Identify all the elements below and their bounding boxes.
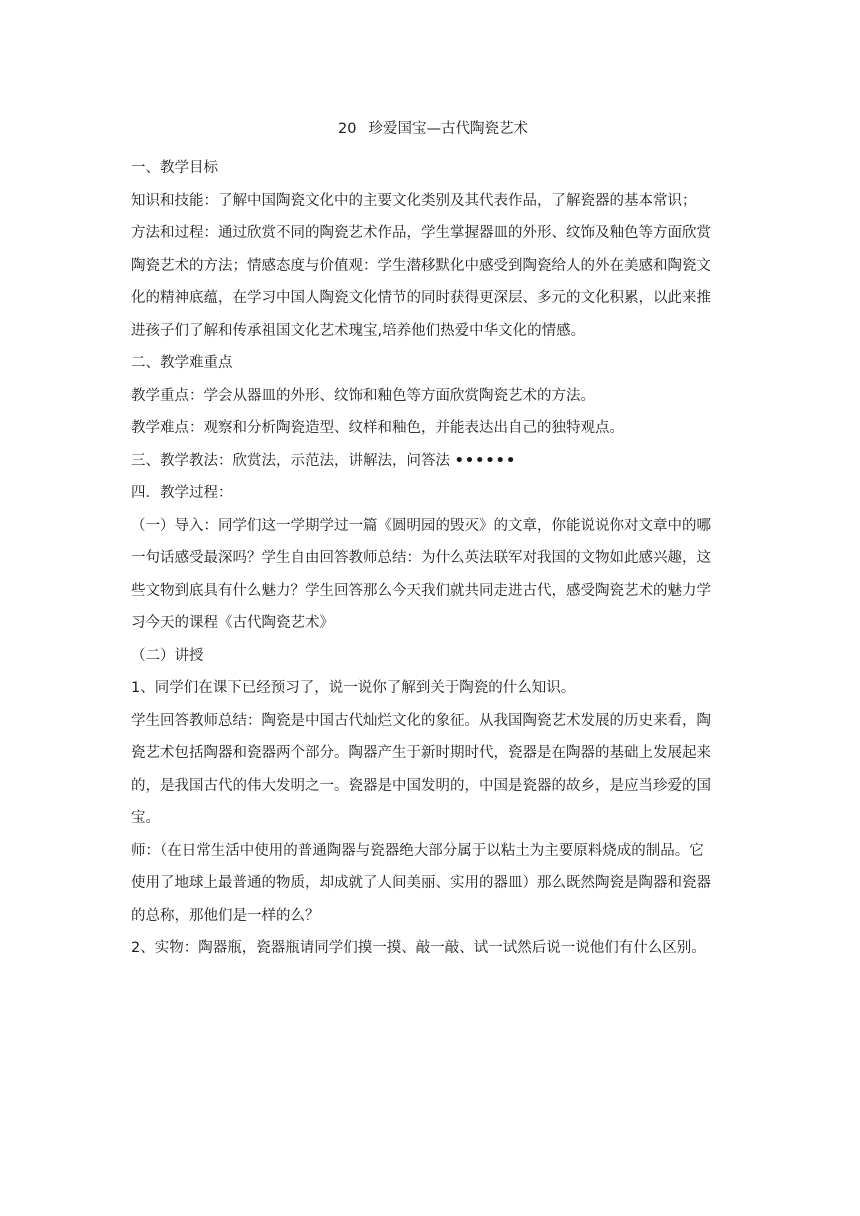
key-point: 教学重点：学会从器皿的外形、纹饰和釉色等方面欣赏陶瓷艺术的方法。: [131, 387, 595, 404]
document-body: [131, 116, 735, 965]
step-2-activity: 2、实物：陶器瓶，瓷器瓶请同学们摸一摸、敲一敲、试一试然后说一说他们有什么区别。: [131, 940, 706, 956]
difficult-point: 教学难点：观察和分析陶瓷造型、纹样和釉色，并能表达出自己的独特观点。: [131, 420, 624, 436]
text-line: 一句话感受最深吗？学生自由回答教师总结：为什么英法联军对我国的文物如此感兴趣，这: [131, 550, 711, 566]
document-title: [131, 116, 735, 143]
text-line: 些文物到底具有什么魅力？学生回答那么今天我们就共同走进古代，感受陶瓷艺术的魅力学: [131, 582, 711, 599]
text-line: 学生回答教师总结：陶瓷是中国古代灿烂文化的象征。从我国陶瓷艺术发展的历史来看，陶: [131, 712, 711, 729]
text-line: 瓷艺术包括陶器和瓷器两个部分。陶器产生于新时期时代，瓷器是在陶器的基础上发展起来: [131, 745, 711, 761]
text-line: 宝。: [131, 810, 160, 826]
text-line: 师：（在日常生活中使用的普通陶器与瓷器绝大部分属于以粘土为主要原料烧成的制品。它: [131, 842, 704, 859]
text-line: 化的精神底蕴，在学习中国人陶瓷文化情节的同时获得更深层、多元的文化积累，以此来推: [131, 290, 711, 306]
heading-lecture: （二）讲授: [131, 647, 204, 664]
heading-teaching-process: 四．教学过程：: [131, 485, 233, 501]
text-line: 的总称，那他们是一样的么？: [131, 907, 320, 924]
teacher-remark: [131, 835, 735, 933]
ellipsis-dots: ••••••: [454, 452, 517, 469]
teaching-methods-text: 三、教学教法：欣赏法，示范法，讲解法，问答法: [131, 452, 450, 469]
text-line: （一）导入：同学们这一学期学过一篇《圆明园的毁灭》的文章，你能说说你对文章中的哪: [131, 517, 711, 534]
lesson-title: 珍爱国宝—古代陶瓷艺术: [368, 121, 528, 137]
text-line: 使用了地球上最普通的物质，却成就了人间美丽、实用的器皿）那么既然陶瓷是陶器和瓷器: [131, 875, 711, 891]
heading-teaching-objectives: 一、教学目标: [131, 160, 218, 176]
text-line: 陶瓷艺术的方法；情感态度与价值观：学生潜移默化中感受到陶瓷给人的外在美感和陶瓷文: [131, 257, 711, 274]
heading-teaching-methods: [131, 445, 735, 478]
objective-method-process: [131, 217, 735, 347]
text-line: 习今天的课程《古代陶瓷艺术》: [131, 615, 334, 631]
objective-knowledge-skills: 知识和技能：了解中国陶瓷文化中的主要文化类别及其代表作品，了解瓷器的基本常识；: [131, 192, 697, 209]
heading-key-difficult-points: 二、教学难重点: [131, 355, 233, 371]
lesson-number: 20: [338, 121, 357, 137]
section-introduction: [131, 510, 735, 640]
step-1-question: 1、同学们在课下已经预习了，说一说你了解到关于陶瓷的什么知识。: [131, 680, 576, 696]
text-line: 方法和过程：通过欣赏不同的陶瓷艺术作品，学生掌握器皿的外形、纹饰及釉色等方面欣赏: [131, 225, 711, 241]
teacher-summary: [131, 705, 735, 835]
text-line: 的，是我国古代的伟大发明之一。瓷器是中国发明的，中国是瓷器的故乡，是应当珍爱的国: [131, 777, 711, 794]
text-line: 进孩子们了解和传承祖国文化艺术瑰宝,培养他们热爱中华文化的情感。: [131, 322, 586, 339]
